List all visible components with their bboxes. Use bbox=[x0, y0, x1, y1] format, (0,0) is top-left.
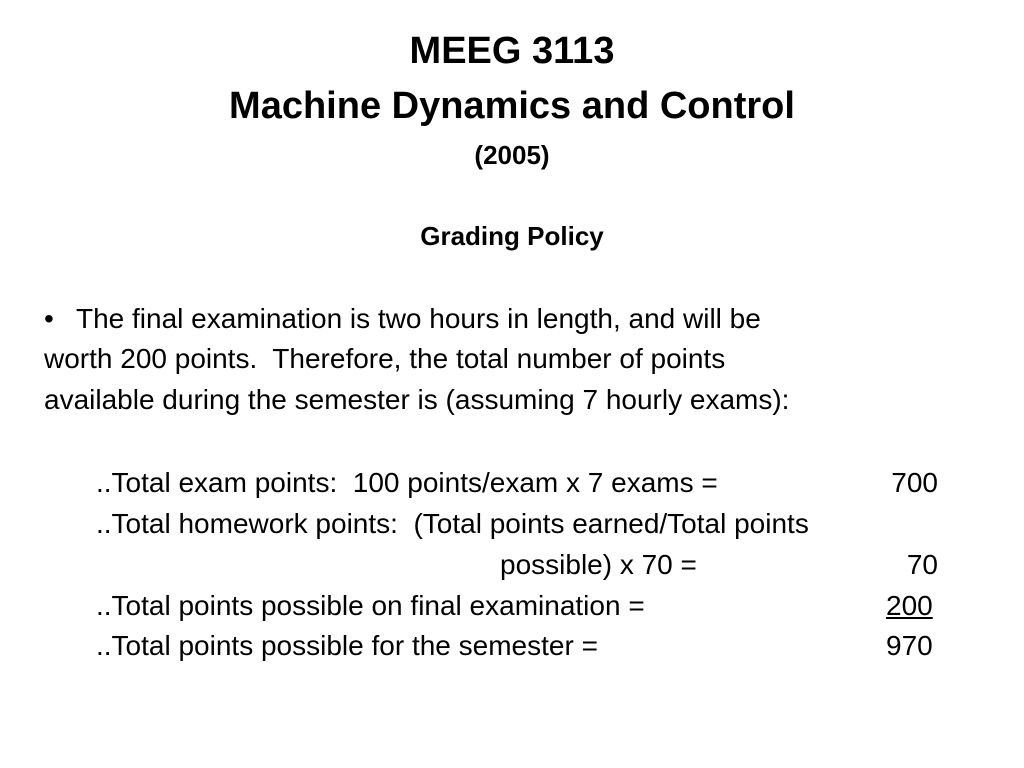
section-heading: Grading Policy bbox=[420, 221, 604, 251]
course-code: MEEG 3113 bbox=[409, 30, 615, 72]
paragraph-line: The final examination is two hours in length, and will be bbox=[76, 303, 761, 334]
bullet-icon: • bbox=[44, 303, 54, 334]
course-year: (2005) bbox=[474, 140, 550, 170]
points-row-label: ..Total points possible for the semester = bbox=[96, 630, 598, 661]
paragraph-line: worth 200 points. Therefore, the total number of points bbox=[44, 343, 726, 374]
course-title: Machine Dynamics and Control bbox=[229, 85, 795, 127]
points-row-value: 70 bbox=[906, 549, 938, 580]
points-row-label: ..Total exam points: 100 points/exam x 7 exams = bbox=[96, 467, 718, 498]
points-row-value: 200 bbox=[886, 590, 933, 621]
points-row-value: 700 bbox=[891, 467, 938, 498]
points-row-label: ..Total homework points: (Total points earned/Total points bbox=[96, 508, 809, 539]
paragraph-line: available during the semester is (assuming 7 hourly exams): bbox=[44, 384, 790, 415]
points-row-label: ..Total points possible on final examination = bbox=[96, 590, 645, 621]
points-row-value: 970 bbox=[886, 630, 933, 661]
points-row-label: possible) x 70 = bbox=[500, 549, 697, 580]
